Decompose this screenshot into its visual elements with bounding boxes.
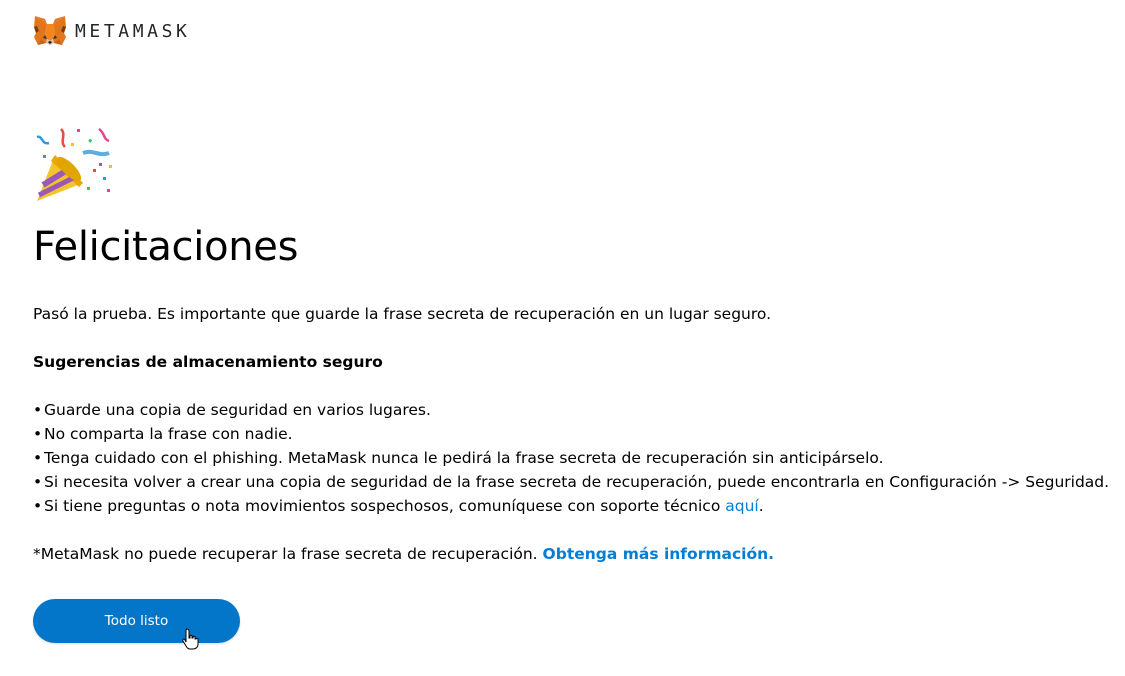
list-item: • Si necesita volver a crear una copia de seguridad de la frase secreta de recuperación, puede encontrarla en Configuración -> Seguridad.: [33, 473, 1110, 491]
header: [33, 14, 191, 48]
list-item: • No comparta la frase con nadie.: [33, 425, 293, 443]
disclaimer-text: *MetaMask no puede recuperar la frase secreta de recuperación. Obtenga más información.: [33, 545, 775, 563]
list-item: • Si tiene preguntas o nota movimientos sospechosos, comuníquese con soporte técnico aquí.: [33, 497, 764, 515]
support-link[interactable]: aquí: [725, 497, 759, 515]
metamask-fox-icon: [33, 15, 67, 47]
intro-text: Pasó la prueba. Es importante que guarde la frase secreta de recuperación en un lugar seguro.: [33, 305, 772, 323]
brand-wordmark: METAMASK: [75, 20, 191, 42]
party-popper-icon: [33, 125, 115, 207]
list-item: • Tenga cuidado con el phishing. MetaMask nunca le pedirá la frase secreta de recuperación sin anticipárselo.: [33, 449, 884, 467]
list-item: • Guarde una copia de seguridad en varios lugares.: [33, 401, 431, 419]
tips-heading: Sugerencias de almacenamiento seguro: [33, 353, 383, 371]
done-button[interactable]: Todo listo: [33, 599, 240, 643]
tips-list: [33, 398, 1110, 518]
learn-more-link[interactable]: Obtenga más información.: [542, 545, 775, 563]
main-content: [33, 302, 1110, 566]
page-title: Felicitaciones: [33, 224, 299, 270]
